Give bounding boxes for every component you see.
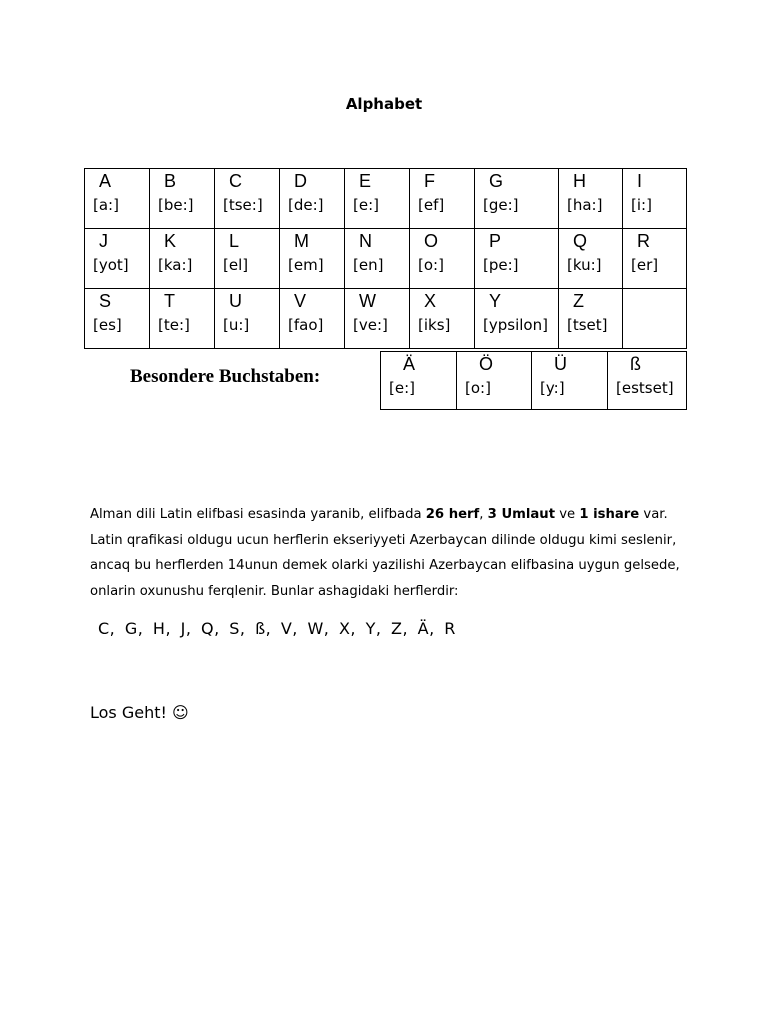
closing-text: Los Geht! ☺ <box>90 703 189 722</box>
pronunciation: [a:] <box>93 196 119 214</box>
letter: Ö <box>479 354 494 374</box>
letter: Ä <box>403 354 416 374</box>
paragraph-text-1: Alman dili Latin elifbasi esasinda yaranib, elifbada <box>90 507 426 522</box>
alphabet-cell <box>410 229 475 289</box>
pronunciation: [pe:] <box>483 256 519 274</box>
paragraph-text-4: var. Latin qrafikasi oldugu ucun herflerin ekseriyyeti Azerbaycan dilinde oldugu kimi seslenir, ancaq bu herflerden 14unun demek olarki yazilishi Azerbaycan elifbasina uygun gelsede, onlarin oxunushu ferqlenir. Bunlar ashagidaki herflerdir: <box>90 507 680 599</box>
alphabet-cell <box>85 169 150 229</box>
pronunciation: [y:] <box>540 379 565 397</box>
letter: I <box>637 171 643 191</box>
pronunciation: [ge:] <box>483 196 519 214</box>
alphabet-cell <box>475 229 559 289</box>
letter: Y <box>489 291 502 311</box>
paragraph-bold-umlaut: 3 Umlaut <box>487 507 556 522</box>
letter: H <box>573 171 586 191</box>
alphabet-row <box>85 229 687 289</box>
alphabet-cell <box>623 289 687 349</box>
letter: L <box>229 231 240 251</box>
letter: O <box>424 231 439 251</box>
alphabet-cell <box>280 289 345 349</box>
letter: T <box>164 291 175 311</box>
pronunciation: [tset] <box>567 316 608 334</box>
special-letter-cell <box>532 352 608 410</box>
alphabet-cell <box>280 229 345 289</box>
pronunciation: [ku:] <box>567 256 602 274</box>
pronunciation: [u:] <box>223 316 250 334</box>
pronunciation: [ha:] <box>567 196 603 214</box>
alphabet-cell <box>150 229 215 289</box>
letter: V <box>294 291 307 311</box>
letter: M <box>294 231 309 251</box>
alphabet-cell <box>150 169 215 229</box>
alphabet-cell <box>280 169 345 229</box>
letter: Q <box>573 231 588 251</box>
pronunciation: [i:] <box>631 196 652 214</box>
alphabet-cell <box>345 289 410 349</box>
paragraph-bold-ishare: 1 ishare <box>579 507 640 522</box>
alphabet-cell <box>475 289 559 349</box>
letter: E <box>359 171 372 191</box>
pronunciation: [estset] <box>616 379 674 397</box>
alphabet-cell <box>410 289 475 349</box>
pronunciation: [ypsilon] <box>483 316 548 334</box>
letter: B <box>164 171 177 191</box>
paragraph-bold-letters: 26 herf <box>425 507 480 522</box>
letter: Z <box>573 291 584 311</box>
pronunciation: [te:] <box>158 316 190 334</box>
special-pronunciation-letters: C, G, H, J, Q, S, ß, V, W, X, Y, Z, Ä, R <box>98 619 456 638</box>
letter: X <box>424 291 437 311</box>
alphabet-cell <box>410 169 475 229</box>
alphabet-cell <box>475 169 559 229</box>
alphabet-cell <box>85 229 150 289</box>
alphabet-cell <box>215 169 280 229</box>
letter: G <box>489 171 504 191</box>
alphabet-cell <box>215 229 280 289</box>
pronunciation: [el] <box>223 256 249 274</box>
alphabet-cell <box>150 289 215 349</box>
alphabet-cell <box>345 169 410 229</box>
special-letters-table <box>380 351 687 410</box>
alphabet-cell <box>215 289 280 349</box>
letter: S <box>99 291 112 311</box>
pronunciation: [ef] <box>418 196 445 214</box>
alphabet-table <box>84 168 687 349</box>
pronunciation: [en] <box>353 256 384 274</box>
special-letters-row <box>381 352 687 410</box>
paragraph-text-2: , <box>479 507 488 522</box>
pronunciation: [tse:] <box>223 196 263 214</box>
special-letter-cell <box>381 352 457 410</box>
pronunciation: [es] <box>93 316 122 334</box>
alphabet-cell <box>559 229 623 289</box>
letter: K <box>164 231 177 251</box>
letter: J <box>99 231 108 251</box>
letter: R <box>637 231 650 251</box>
alphabet-cell <box>559 169 623 229</box>
pronunciation: [ka:] <box>158 256 193 274</box>
alphabet-cell <box>623 169 687 229</box>
letter: C <box>229 171 242 191</box>
alphabet-row <box>85 289 687 349</box>
letter: A <box>99 171 112 191</box>
pronunciation: [e:] <box>353 196 379 214</box>
pronunciation: [fao] <box>288 316 324 334</box>
pronunciation: [ve:] <box>353 316 388 334</box>
alphabet-cell <box>85 289 150 349</box>
pronunciation: [de:] <box>288 196 324 214</box>
special-letter-cell <box>608 352 687 410</box>
letter: Ü <box>554 354 567 374</box>
pronunciation: [o:] <box>418 256 444 274</box>
description-paragraph <box>90 502 690 604</box>
pronunciation: [er] <box>631 256 659 274</box>
alphabet-cell <box>345 229 410 289</box>
document-title: Alphabet <box>345 95 423 113</box>
special-letters-label: Besondere Buchstaben: <box>130 366 321 387</box>
alphabet-cell <box>559 289 623 349</box>
pronunciation: [o:] <box>465 379 491 397</box>
alphabet-cell <box>623 229 687 289</box>
special-letter-cell <box>457 352 532 410</box>
letter: F <box>424 171 435 191</box>
pronunciation: [yot] <box>93 256 129 274</box>
paragraph-text-3: ve <box>555 507 580 522</box>
pronunciation: [em] <box>288 256 324 274</box>
letter: P <box>489 231 502 251</box>
pronunciation: [e:] <box>389 379 415 397</box>
letter: U <box>229 291 242 311</box>
letter: D <box>294 171 307 191</box>
pronunciation: [be:] <box>158 196 194 214</box>
pronunciation: [iks] <box>418 316 451 334</box>
letter: N <box>359 231 372 251</box>
letter: ß <box>630 354 641 374</box>
letter: W <box>359 291 376 311</box>
alphabet-row <box>85 169 687 229</box>
